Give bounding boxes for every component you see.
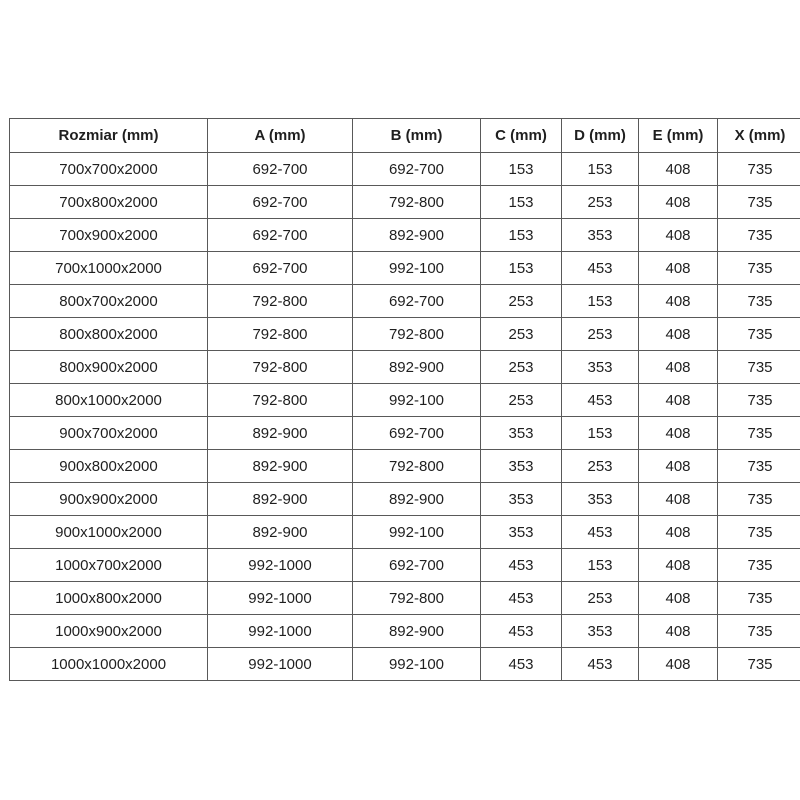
table-row [10,450,800,483]
table-header-row [10,119,800,153]
column-header: D (mm) [562,119,639,153]
table-row [10,384,800,417]
table-cell: 892-900 [353,615,481,648]
table-cell: 735 [718,384,800,417]
table-cell: 735 [718,219,800,252]
table-cell: 735 [718,285,800,318]
table-cell: 353 [481,483,562,516]
table-row [10,285,800,318]
table-cell: 692-700 [208,252,353,285]
table-cell: 253 [481,351,562,384]
table-cell: 735 [718,318,800,351]
dimensions-table [9,118,800,681]
table-row [10,219,800,252]
table-cell: 153 [562,417,639,450]
table-cell: 353 [562,219,639,252]
table-cell: 408 [639,318,718,351]
table-cell: 735 [718,450,800,483]
table-cell: 735 [718,483,800,516]
table-cell: 735 [718,549,800,582]
table-cell: 892-900 [353,219,481,252]
table-cell: 253 [481,285,562,318]
table-cell: 1000x800x2000 [10,582,208,615]
table-cell: 792-800 [353,318,481,351]
table-cell: 992-1000 [208,582,353,615]
table-row [10,252,800,285]
table-cell: 692-700 [208,219,353,252]
table-body [10,153,800,681]
table-row [10,351,800,384]
table-cell: 700x800x2000 [10,186,208,219]
table-cell: 353 [481,417,562,450]
table-cell: 692-700 [353,153,481,186]
table-cell: 892-900 [208,417,353,450]
table-cell: 700x1000x2000 [10,252,208,285]
table-row [10,186,800,219]
table-row [10,318,800,351]
table-cell: 153 [481,219,562,252]
column-header: E (mm) [639,119,718,153]
table-cell: 792-800 [353,450,481,483]
table-cell: 992-100 [353,252,481,285]
table-cell: 453 [562,252,639,285]
table-cell: 992-1000 [208,615,353,648]
table-cell: 153 [481,186,562,219]
table-cell: 800x800x2000 [10,318,208,351]
table-cell: 792-800 [208,384,353,417]
table-cell: 453 [562,648,639,681]
table-cell: 408 [639,417,718,450]
table-row [10,615,800,648]
table-cell: 992-1000 [208,648,353,681]
table-cell: 792-800 [353,186,481,219]
table-cell: 700x900x2000 [10,219,208,252]
table-cell: 253 [481,384,562,417]
table-cell: 692-700 [353,285,481,318]
table-cell: 892-900 [353,351,481,384]
table-cell: 408 [639,483,718,516]
table-cell: 153 [481,252,562,285]
table-cell: 992-100 [353,648,481,681]
table-cell: 692-700 [353,417,481,450]
table-cell: 735 [718,582,800,615]
column-header: X (mm) [718,119,800,153]
table-cell: 992-100 [353,516,481,549]
table-cell: 992-100 [353,384,481,417]
table-row [10,582,800,615]
table-cell: 792-800 [208,285,353,318]
table-cell: 453 [562,384,639,417]
table-cell: 408 [639,648,718,681]
table-cell: 408 [639,516,718,549]
table-cell: 408 [639,186,718,219]
column-header: B (mm) [353,119,481,153]
table-cell: 792-800 [208,318,353,351]
table-cell: 408 [639,219,718,252]
table-cell: 153 [481,153,562,186]
table-cell: 408 [639,384,718,417]
table-cell: 1000x900x2000 [10,615,208,648]
table-row [10,549,800,582]
table-cell: 735 [718,516,800,549]
table-row [10,483,800,516]
table-cell: 408 [639,549,718,582]
table-cell: 692-700 [353,549,481,582]
table-cell: 408 [639,582,718,615]
table-cell: 735 [718,648,800,681]
table-cell: 900x900x2000 [10,483,208,516]
table-cell: 735 [718,351,800,384]
table-cell: 408 [639,351,718,384]
table-cell: 892-900 [353,483,481,516]
table-cell: 408 [639,153,718,186]
table-cell: 253 [562,582,639,615]
table-cell: 735 [718,252,800,285]
table-cell: 353 [481,516,562,549]
table-cell: 892-900 [208,516,353,549]
table-cell: 800x700x2000 [10,285,208,318]
table-cell: 1000x1000x2000 [10,648,208,681]
table-cell: 408 [639,252,718,285]
table-row [10,417,800,450]
table-cell: 253 [562,318,639,351]
table-cell: 353 [562,483,639,516]
table-cell: 692-700 [208,153,353,186]
table-cell: 1000x700x2000 [10,549,208,582]
table-cell: 735 [718,153,800,186]
table-cell: 735 [718,417,800,450]
table-cell: 700x700x2000 [10,153,208,186]
table-cell: 253 [562,186,639,219]
table-cell: 153 [562,285,639,318]
table-cell: 453 [481,549,562,582]
table-cell: 453 [481,582,562,615]
table-cell: 900x1000x2000 [10,516,208,549]
table-cell: 800x900x2000 [10,351,208,384]
table-cell: 735 [718,615,800,648]
table-cell: 253 [562,450,639,483]
table-row [10,153,800,186]
table-cell: 992-1000 [208,549,353,582]
table-cell: 453 [562,516,639,549]
column-header: C (mm) [481,119,562,153]
table-cell: 892-900 [208,450,353,483]
table-cell: 792-800 [353,582,481,615]
table-cell: 253 [481,318,562,351]
table-cell: 353 [562,615,639,648]
table-cell: 353 [562,351,639,384]
table-cell: 900x800x2000 [10,450,208,483]
table-cell: 892-900 [208,483,353,516]
column-header: Rozmiar (mm) [10,119,208,153]
table-cell: 153 [562,549,639,582]
table-cell: 692-700 [208,186,353,219]
table-cell: 792-800 [208,351,353,384]
table-cell: 153 [562,153,639,186]
table-cell: 408 [639,450,718,483]
table-row [10,516,800,549]
table-cell: 735 [718,186,800,219]
table-cell: 408 [639,615,718,648]
table-cell: 453 [481,615,562,648]
table-row [10,648,800,681]
column-header: A (mm) [208,119,353,153]
table-cell: 408 [639,285,718,318]
table-cell: 453 [481,648,562,681]
table-cell: 800x1000x2000 [10,384,208,417]
table-cell: 900x700x2000 [10,417,208,450]
table-cell: 353 [481,450,562,483]
